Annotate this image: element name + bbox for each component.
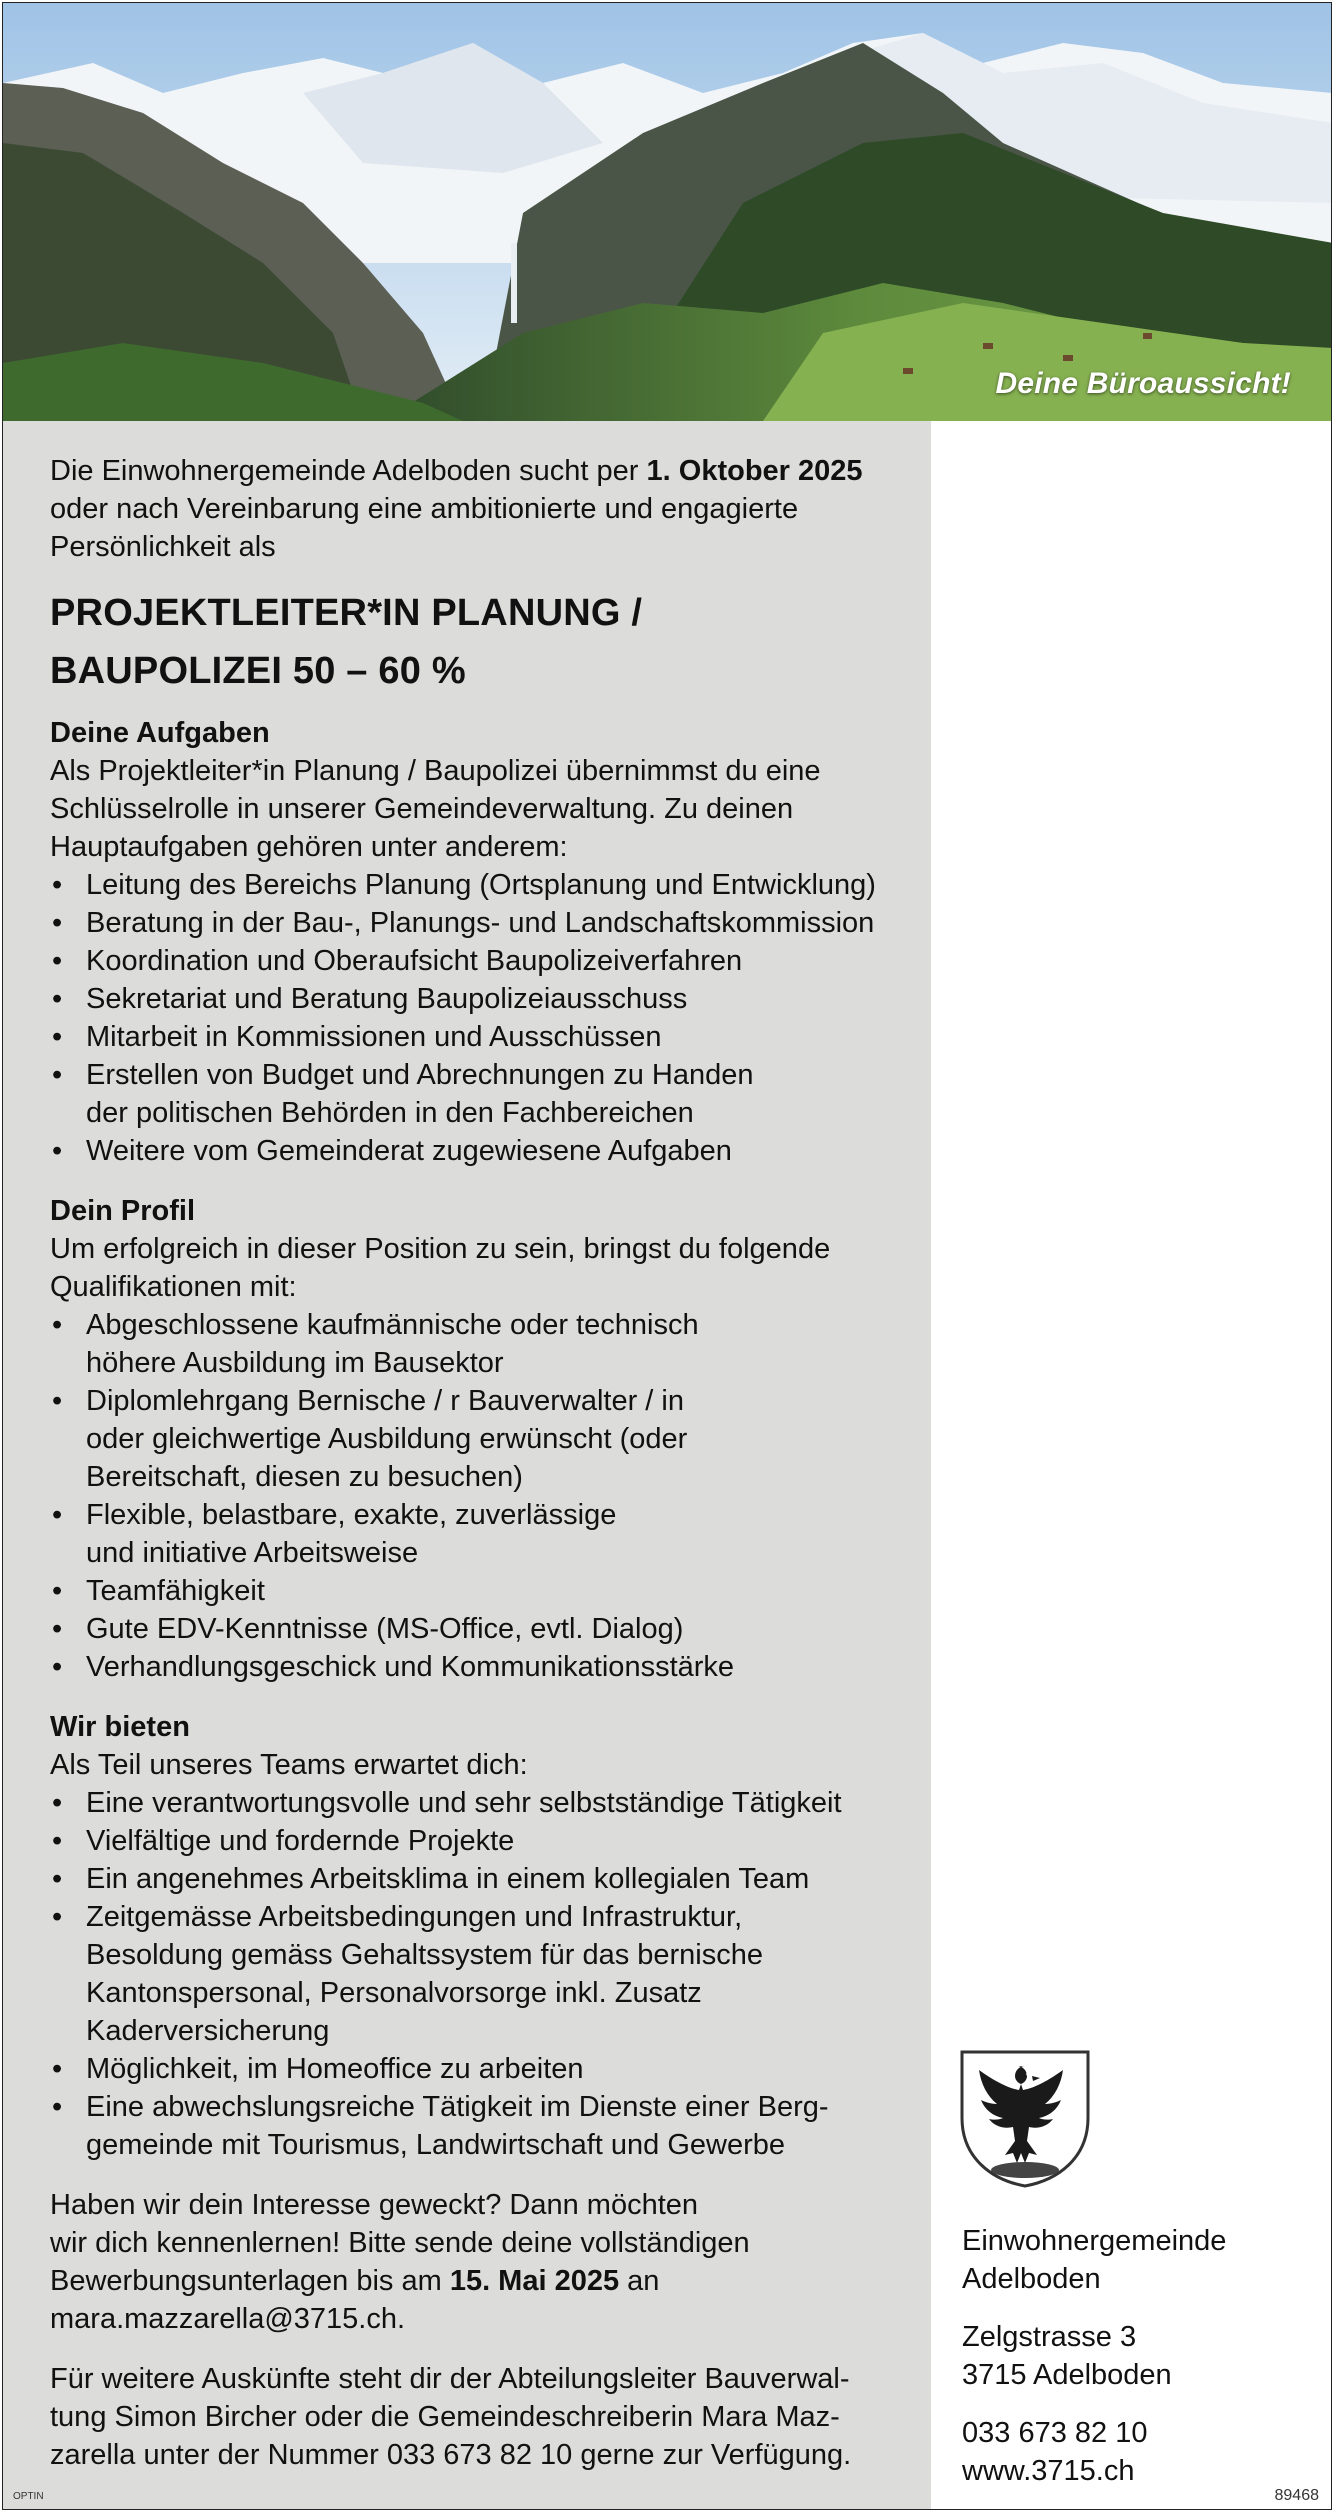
list-item (50, 1610, 910, 1648)
apply-text: Bewerbungsunterlagen bis am (50, 2265, 450, 2297)
contact-line-3: zarella unter der Nummer 033 673 82 10 gerne zur Verfügung. (50, 2439, 852, 2471)
bieten-list (50, 1784, 910, 2164)
section-heading-bieten: Wir bieten (50, 1711, 190, 1743)
list-item (50, 1306, 910, 1382)
list-item (50, 980, 910, 1018)
paragraph-line: Hauptaufgaben gehören unter anderem: (50, 831, 568, 863)
phone-number[interactable]: 033 673 82 10 (962, 2417, 1148, 2449)
list-item (50, 866, 910, 904)
footer-left-label: OPTIN (13, 2491, 44, 2502)
aufgaben-intro (50, 752, 910, 866)
paragraph-line: Als Projektleiter*in Planung / Baupolizei übernimmst du eine (50, 755, 821, 787)
list-item (50, 1822, 910, 1860)
job-title-line-2: BAUPOLIZEI 50 – 60 % (50, 650, 466, 692)
street: Zelgstrasse 3 (962, 2321, 1137, 2353)
section-heading-profil: Dein Profil (50, 1195, 196, 1227)
list-item (50, 1018, 910, 1056)
application-email-link[interactable]: mara.mazzarella@3715.ch. (50, 2303, 406, 2335)
intro-text-1: Die Einwohnergemeinde Adelboden sucht per (50, 455, 647, 487)
list-item-text: • Mitarbeit in Kommissionen und Ausschüssen (86, 1021, 662, 1053)
list-item-text: • Eine verantwortungsvolle und sehr selbstständige Tätigkeit (86, 1787, 842, 1819)
hero-banner (3, 3, 1332, 421)
paragraph-line: Schlüsselrolle in unserer Gemeindeverwaltung. Zu deinen (50, 793, 794, 825)
org-line-1: Einwohnergemeinde (962, 2225, 1227, 2257)
list-item-text: • Vielfältige und fordernde Projekte (86, 1825, 515, 1857)
city: 3715 Adelboden (962, 2359, 1172, 2391)
paragraph-line: Als Teil unseres Teams erwartet dich: (50, 1749, 528, 1781)
list-item-text: • Sekretariat und Beratung Baupolizeiausschuss (86, 983, 688, 1015)
address-block (962, 2222, 1226, 2490)
list-item (50, 1648, 910, 1686)
list-item (50, 2088, 910, 2164)
application-paragraph (50, 2186, 910, 2338)
list-item-text: • Teamfähigkeit (86, 1575, 265, 1607)
list-item-text: • Diplomlehrgang Bernische / r Bauverwalter / in (86, 1385, 684, 1417)
list-item-text: • Flexible, belastbare, exakte, zuverlässige (86, 1499, 617, 1531)
list-item-text: Kaderversicherung (86, 2015, 330, 2047)
contact-line-2: tung Simon Bircher oder die Gemeindeschreiberin Mara Maz- (50, 2401, 840, 2433)
list-item-text: der politischen Behörden in den Fachbereichen (86, 1097, 694, 1129)
list-item-text: höhere Ausbildung im Bausektor (86, 1347, 504, 1379)
list-item-text: • Abgeschlossene kaufmännische oder technisch (86, 1309, 699, 1341)
list-item-text: • Möglichkeit, im Homeoffice zu arbeiten (86, 2053, 584, 2085)
coat-of-arms-icon (958, 2048, 1092, 2188)
list-item (50, 942, 910, 980)
intro-text-2: oder nach Vereinbarung eine ambitionierte und engagierte (50, 493, 799, 525)
intro-text-3: Persönlichkeit als (50, 531, 276, 563)
list-item-text: • Eine abwechslungsreiche Tätigkeit im Dienste einer Berg- (86, 2091, 829, 2123)
list-item (50, 904, 910, 942)
apply-line-1: Haben wir dein Interesse geweckt? Dann möchten (50, 2189, 699, 2221)
list-item (50, 1784, 910, 1822)
ad-content (50, 452, 910, 2474)
application-deadline: 15. Mai 2025 (449, 2265, 620, 2297)
list-item-text: • Ein angenehmes Arbeitsklima in einem kollegialen Team (86, 1863, 810, 1895)
postal-address (962, 2318, 1226, 2394)
list-item-text: • Leitung des Bereichs Planung (Ortsplanung und Entwicklung) (86, 869, 876, 901)
list-item-text: • Verhandlungsgeschick und Kommunikationsstärke (86, 1651, 735, 1683)
paragraph-line: Qualifikationen mit: (50, 1271, 297, 1303)
section-heading-aufgaben: Deine Aufgaben (50, 717, 270, 749)
list-item (50, 1898, 910, 2050)
website-link[interactable]: www.3715.ch (962, 2455, 1135, 2487)
list-item-text: • Erstellen von Budget und Abrechnungen zu Handen (86, 1059, 754, 1091)
contact-details (962, 2414, 1226, 2490)
intro-paragraph (50, 452, 910, 566)
list-item-text: • Gute EDV-Kenntnisse (MS-Office, evtl. Dialog) (86, 1613, 684, 1645)
paragraph-line: Um erfolgreich in dieser Position zu sein, bringst du folgende (50, 1233, 831, 1265)
list-item-text: gemeinde mit Tourismus, Landwirtschaft und Gewerbe (86, 2129, 786, 2161)
list-item-text: • Koordination und Oberaufsicht Baupolizeiverfahren (86, 945, 743, 977)
start-date: 1. Oktober 2025 (646, 455, 863, 487)
contact-line-1: Für weitere Auskünfte steht dir der Abteilungsleiter Bauverwal- (50, 2363, 850, 2395)
job-title (50, 584, 910, 700)
mountain-landscape-image (3, 3, 1332, 421)
org-line-2: Adelboden (962, 2263, 1101, 2295)
apply-text-end: an (619, 2265, 660, 2297)
list-item (50, 1860, 910, 1898)
list-item (50, 1056, 910, 1132)
bieten-intro (50, 1746, 910, 1784)
profil-intro (50, 1230, 910, 1306)
list-item (50, 2050, 910, 2088)
apply-line-3 (50, 2262, 910, 2300)
list-item-text: und initiative Arbeitsweise (86, 1537, 419, 1569)
list-item (50, 1572, 910, 1610)
organization (962, 2222, 1226, 2298)
list-item (50, 1132, 910, 1170)
profil-list (50, 1306, 910, 1686)
list-item-text: Besoldung gemäss Gehaltssystem für das bernische (86, 1939, 764, 1971)
list-item-text: • Zeitgemässe Arbeitsbedingungen und Infrastruktur, (86, 1901, 743, 1933)
contact-paragraph (50, 2360, 910, 2474)
list-item (50, 1382, 910, 1496)
list-item-text: • Weitere vom Gemeinderat zugewiesene Aufgaben (86, 1135, 732, 1167)
list-item-text: oder gleichwertige Ausbildung erwünscht (oder (86, 1423, 688, 1455)
list-item-text: • Beratung in der Bau-, Planungs- und Landschaftskommission (86, 907, 875, 939)
job-title-line-1: PROJEKTLEITER*IN PLANUNG / (50, 592, 643, 634)
footer-ad-number: 89468 (1274, 2487, 1319, 2504)
apply-line-2: wir dich kennenlernen! Bitte sende deine vollständigen (50, 2227, 750, 2259)
list-item-text: Bereitschaft, diesen zu besuchen) (86, 1461, 523, 1493)
list-item (50, 1496, 910, 1572)
hero-caption: Deine Büroaussicht! (995, 367, 1291, 400)
aufgaben-list (50, 866, 910, 1170)
list-item-text: Kantonspersonal, Personalvorsorge inkl. Zusatz (86, 1977, 702, 2009)
